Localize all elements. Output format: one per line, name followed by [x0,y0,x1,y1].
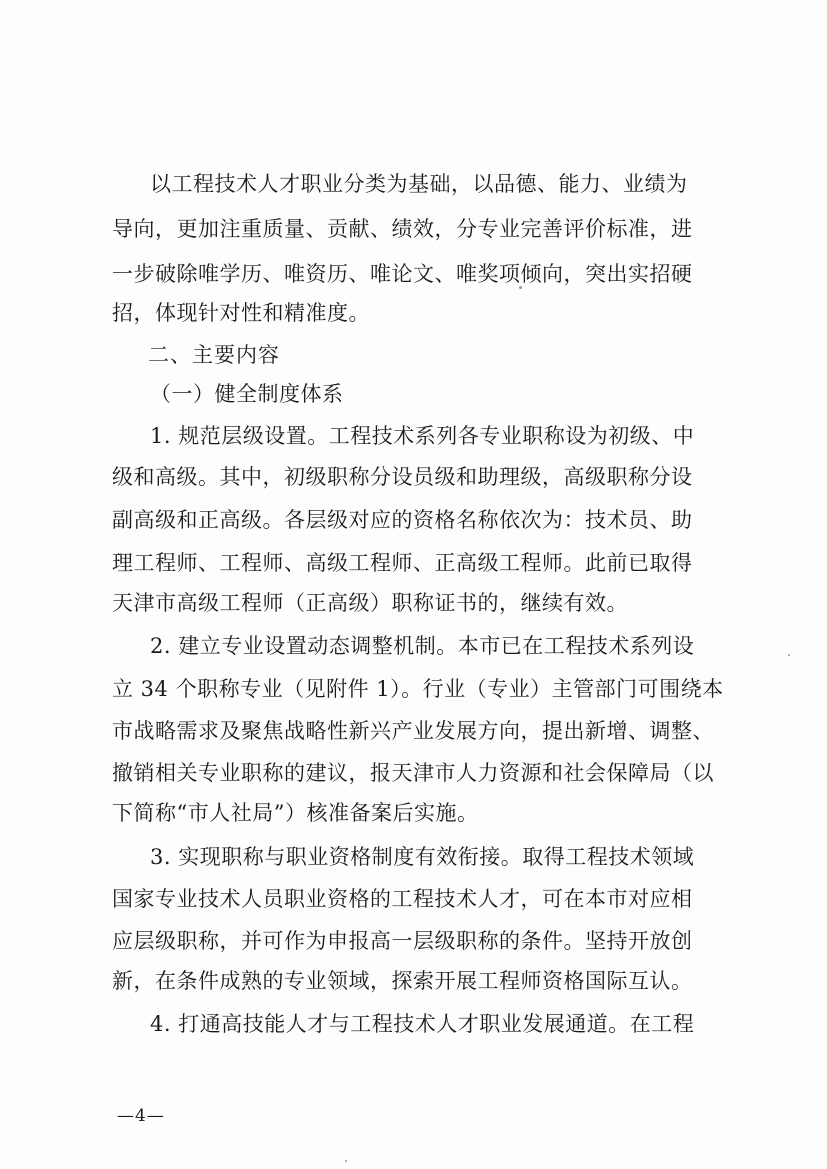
item1-line: 天津市高级工程师（正高级）职称证书的，继续有效。 [112,591,628,615]
item2-line: 下简称“市人社局”）核准备案后实施。 [112,801,479,825]
item3-line: 应层级职称，并可作为申报高一层级职称的条件。坚持开放创 [112,929,693,953]
item2-line: 市战略需求及聚焦战略性新兴产业发展方向，提出新增、调整、 [112,719,714,743]
item2-line: 2. 建立专业设置动态调整机制。本市已在工程技术系列设 [150,634,695,658]
item3-line: 3. 实现职称与职业资格制度有效衔接。取得工程技术领域 [150,845,695,869]
section-heading: 二、主要内容 [148,343,280,367]
item1-line: 理工程师、工程师、高级工程师、正高级工程师。此前已取得 [112,551,693,575]
item3-line: 新，在条件成熟的专业领域，探索开展工程师资格国际互认。 [112,969,693,993]
paragraph-line: 招，体现针对性和精准度。 [112,301,370,325]
item1-line: 级和高级。其中，初级职称分设员级和助理级，高级职称分设 [112,465,693,489]
paragraph-line: 一步破除唯学历、唯资历、唯论文、唯奖项倾向，突出实招硬 [112,262,693,286]
paragraph-line: 以工程技术人才职业分类为基础，以品德、能力、业绩为 [150,172,688,196]
scan-speck [519,286,522,289]
page-number: —4— [117,1106,165,1126]
scan-speck [345,1160,347,1162]
item1-line: 1. 规范层级设置。工程技术系列各专业职称设为初级、中 [150,424,695,448]
paragraph-line: 导向，更加注重质量、贡献、绩效，分专业完善评价标准，进 [112,217,693,241]
item2-line: 立 34 个职称专业（见附件 1）。行业（专业）主管部门可围绕本 [112,677,724,701]
subsection-heading: （一）健全制度体系 [150,382,344,406]
item4-line: 4. 打通高技能人才与工程技术人才职业发展通道。在工程 [150,1012,695,1036]
item3-line: 国家专业技术人员职业资格的工程技术人才，可在本市对应相 [112,887,693,911]
item1-line: 副高级和正高级。各层级对应的资格名称依次为：技术员、助 [112,508,693,532]
scan-speck [788,654,790,656]
item2-line: 撤销相关专业职称的建议，报天津市人力资源和社会保障局（以 [112,761,714,785]
